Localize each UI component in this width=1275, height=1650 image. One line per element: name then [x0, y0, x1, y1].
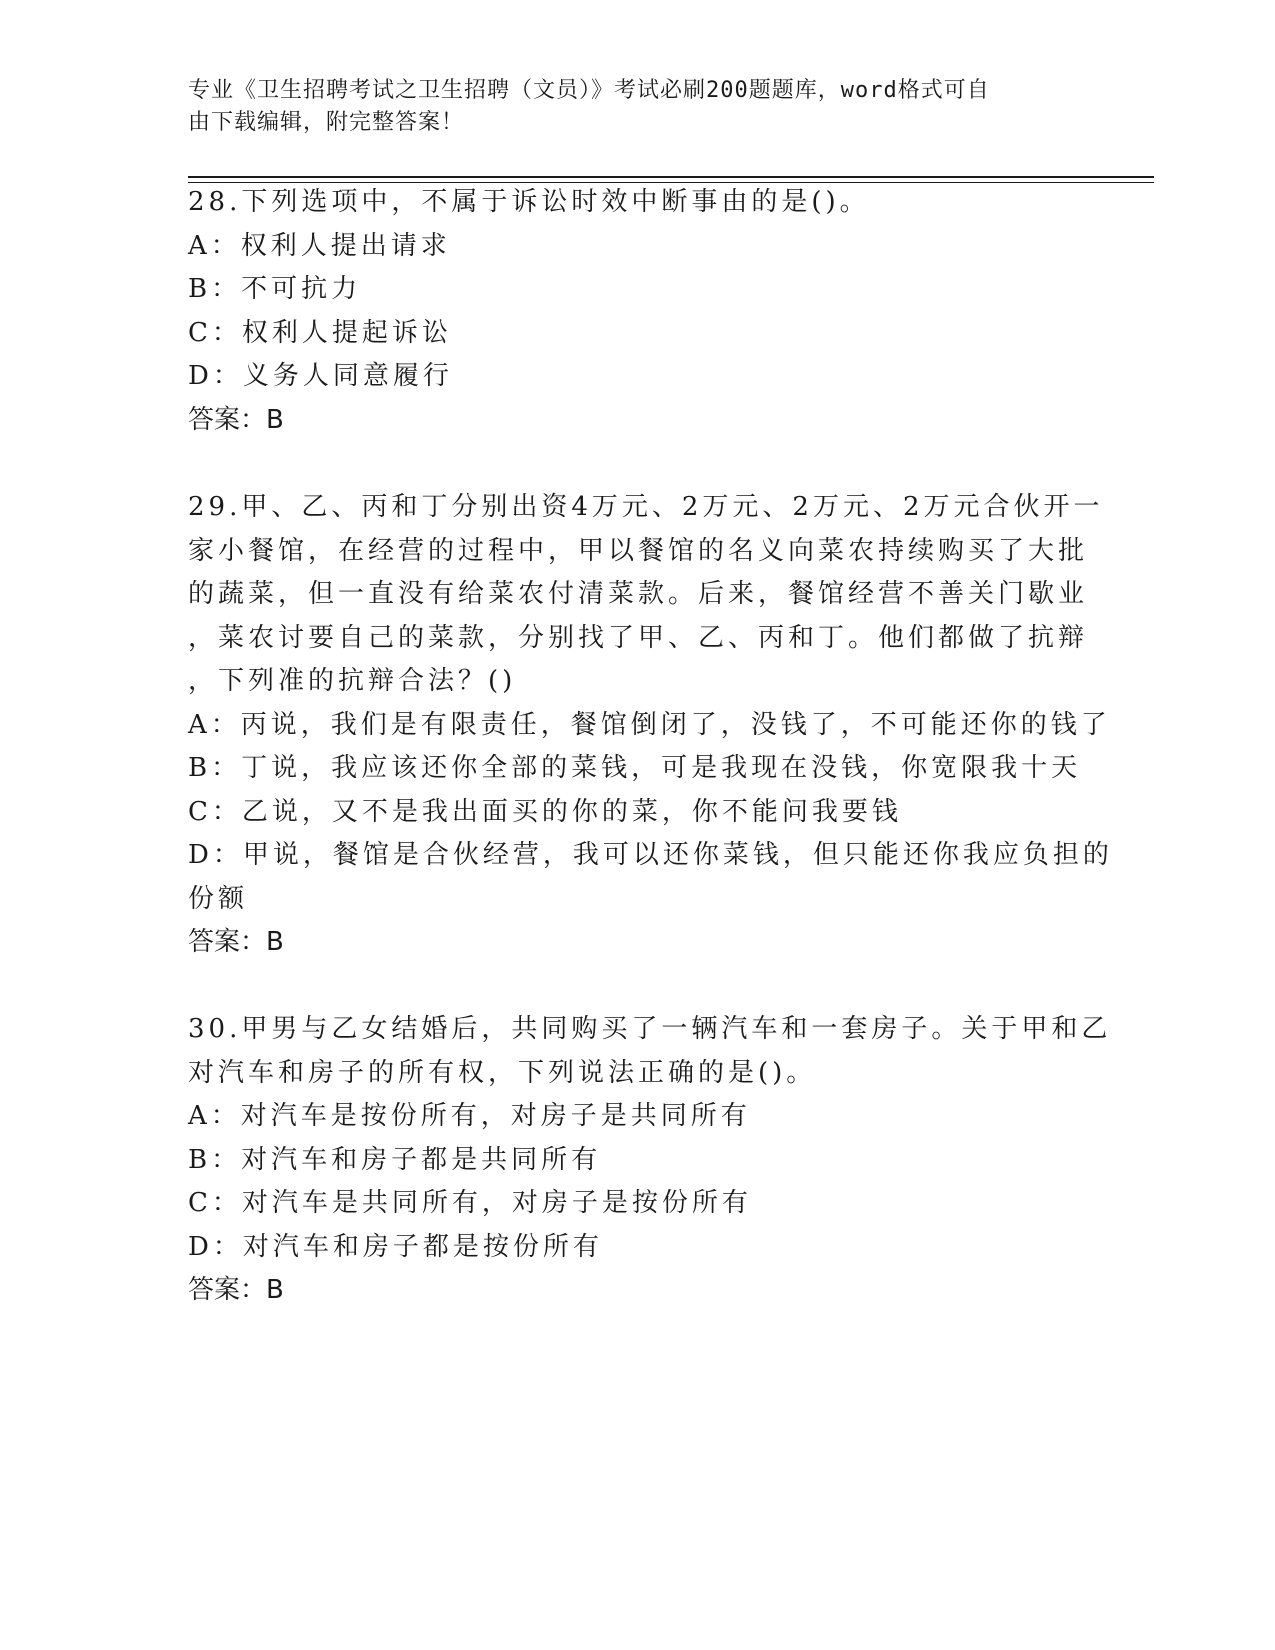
question-29-stem-line-4: ，菜农讨要自己的菜款，分别找了甲、乙、丙和丁。他们都做了抗辩 — [188, 623, 1089, 653]
question-30-option-c: C：对汽车是共同所有，对房子是按份所有 — [188, 1188, 752, 1218]
question-30-stem-line-2: 对汽车和房子的所有权，下列说法正确的是()。 — [188, 1058, 817, 1088]
question-29-option-c: C：乙说，又不是我出面买的你的菜，你不能问我要钱 — [188, 797, 902, 827]
question-29-option-d-continued: 份额 — [188, 884, 249, 914]
question-30-option-d: D：对汽车和房子都是按份所有 — [188, 1232, 603, 1262]
question-29-stem-line-5: ，下列准的抗辩合法？() — [188, 666, 517, 696]
question-28-option-b: B：不可抗力 — [188, 274, 362, 304]
question-28-stem-line-1: 28.下列选项中，不属于诉讼时效中断事由的是()。 — [188, 187, 870, 217]
question-28-option-d: D：义务人同意履行 — [188, 361, 453, 391]
question-28-option-a: A：权利人提出请求 — [188, 231, 451, 261]
question-30-option-a: A：对汽车是按份所有，对房子是共同所有 — [188, 1101, 751, 1131]
question-29-option-d: D：甲说，餐馆是合伙经营，我可以还你菜钱，但只能还你我应负担的 — [188, 840, 1113, 870]
document-header — [188, 75, 1088, 139]
question-30-stem-line-1: 30.甲男与乙女结婚后，共同购买了一辆汽车和一套房子。关于甲和乙 — [188, 1014, 1112, 1044]
question-29-option-a: A：丙说，我们是有限责任，餐馆倒闭了，没钱了，不可能还你的钱了 — [188, 710, 1111, 740]
question-29-answer: 答案：B — [188, 927, 284, 957]
question-30-option-b: B：对汽车和房子都是共同所有 — [188, 1145, 602, 1175]
question-29-stem-line-2: 家小餐馆，在经营的过程中，甲以餐馆的名义向菜农持续购买了大批 — [188, 536, 1089, 566]
header-line-1: 专业《卫生招聘考试之卫生招聘（文员）》考试必刷200题题库，word格式可自 — [188, 78, 990, 103]
question-29-stem-line-3: 的蔬菜，但一直没有给菜农付清菜款。后来，餐馆经营不善关门歇业 — [188, 579, 1089, 609]
question-29-option-b: B：丁说，我应该还你全部的菜钱，可是我现在没钱，你宽限我十天 — [188, 753, 1082, 783]
header-divider — [188, 176, 1154, 178]
question-30-answer: 答案：B — [188, 1275, 284, 1305]
header-divider-thin — [188, 182, 1154, 183]
question-28-option-c: C：权利人提起诉讼 — [188, 318, 452, 348]
question-29-stem-line-1: 29.甲、乙、丙和丁分别出资4万元、2万元、2万元、2万元合伙开一 — [188, 492, 1104, 522]
question-28-answer: 答案：B — [188, 405, 284, 435]
header-line-2: 由下载编辑，附完整答案！ — [188, 110, 465, 135]
